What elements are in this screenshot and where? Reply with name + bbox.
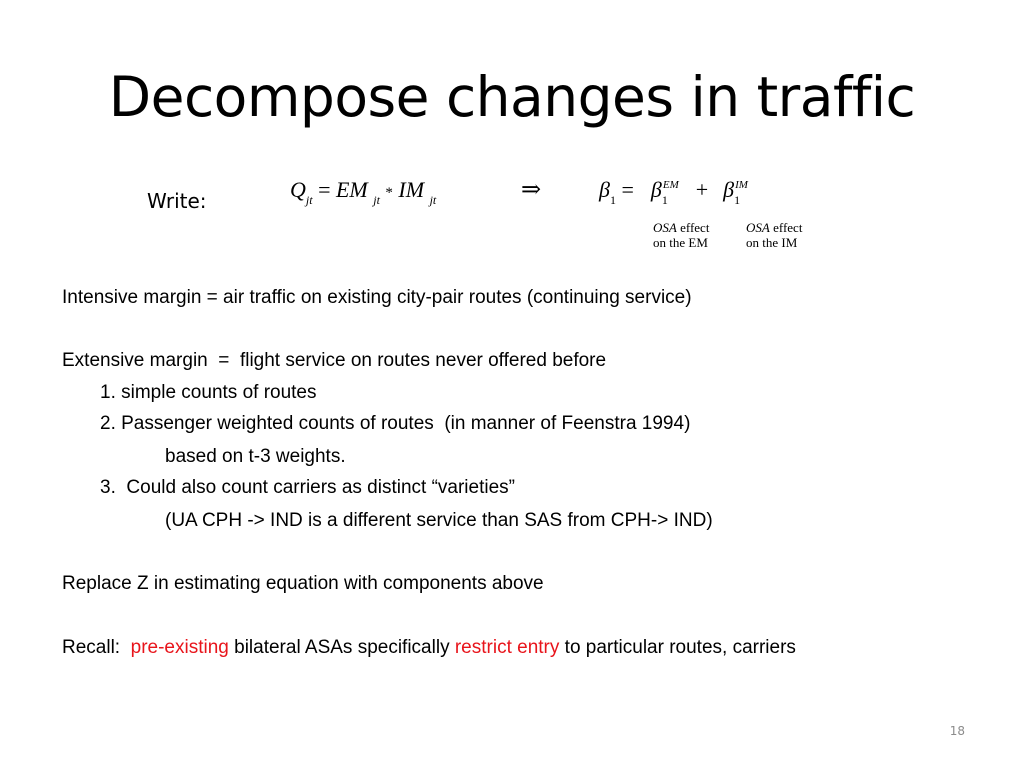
eq-im-subscript: jt (429, 193, 437, 207)
extensive-margin-text: Extensive margin = flight service on routes never offered before (62, 350, 607, 371)
eq-beta-im-subscript: 1 (734, 193, 741, 207)
eq-q-subscript: jt (305, 193, 313, 207)
eq-beta-em-superscript: EM (662, 179, 679, 191)
list-item-3-sub: (UA CPH -> IND is a different service than SAS from CPH-> IND) (165, 510, 713, 531)
recall-highlight-pre-existing: pre-existing (130, 637, 229, 658)
implies-arrow: ⇒ (521, 177, 542, 203)
eq-beta-im: β (723, 177, 735, 202)
eq-beta-equals: = (621, 177, 634, 202)
im-effect-note (746, 220, 802, 250)
eq-q: Q (290, 177, 306, 202)
recall-highlight-restrict-entry: restrict entry (454, 637, 560, 658)
slide-title: Decompose changes in traffic (108, 65, 916, 129)
em-effect-note (653, 220, 709, 250)
eq-plus: + (695, 177, 709, 202)
eq-equals: = (318, 177, 331, 202)
recall-prefix: Recall: (62, 637, 131, 658)
list-item-1: 1. simple counts of routes (100, 382, 317, 403)
em-note-line2: on the EM (653, 235, 708, 250)
recall-middle: bilateral ASAs specifically (228, 637, 455, 658)
im-note-osa: OSA (746, 220, 770, 235)
recall-suffix: to particular routes, carriers (559, 637, 796, 658)
write-label: Write: (147, 189, 207, 213)
eq-beta-subscript: 1 (609, 193, 616, 207)
decomposition-equation (290, 178, 436, 205)
eq-beta: β (599, 177, 610, 202)
eq-im: IM (398, 177, 425, 202)
eq-beta-em-subscript: 1 (661, 193, 668, 207)
eq-beta-em: β (650, 177, 662, 202)
eq-em: EM (335, 177, 368, 202)
replace-z-text: Replace Z in estimating equation with components above (62, 573, 544, 594)
eq-times: * (385, 185, 393, 201)
list-item-3: 3. Could also count carriers as distinct “varieties” (100, 477, 515, 498)
em-note-effect: effect (680, 220, 710, 235)
recall-text (62, 636, 796, 660)
eq-beta-im-superscript: IM (735, 179, 748, 191)
page-number: 18 (949, 724, 965, 738)
em-note-osa: OSA (653, 220, 677, 235)
im-note-effect: effect (773, 220, 803, 235)
intensive-margin-text: Intensive margin = air traffic on existing city-pair routes (continuing service) (62, 287, 692, 308)
list-item-2: 2. Passenger weighted counts of routes (in manner of Feenstra 1994) (100, 413, 691, 434)
beta-equation (599, 178, 748, 206)
im-note-line2: on the IM (746, 235, 798, 250)
eq-em-subscript: jt (373, 193, 380, 207)
list-item-2-sub: based on t-3 weights. (165, 446, 346, 467)
